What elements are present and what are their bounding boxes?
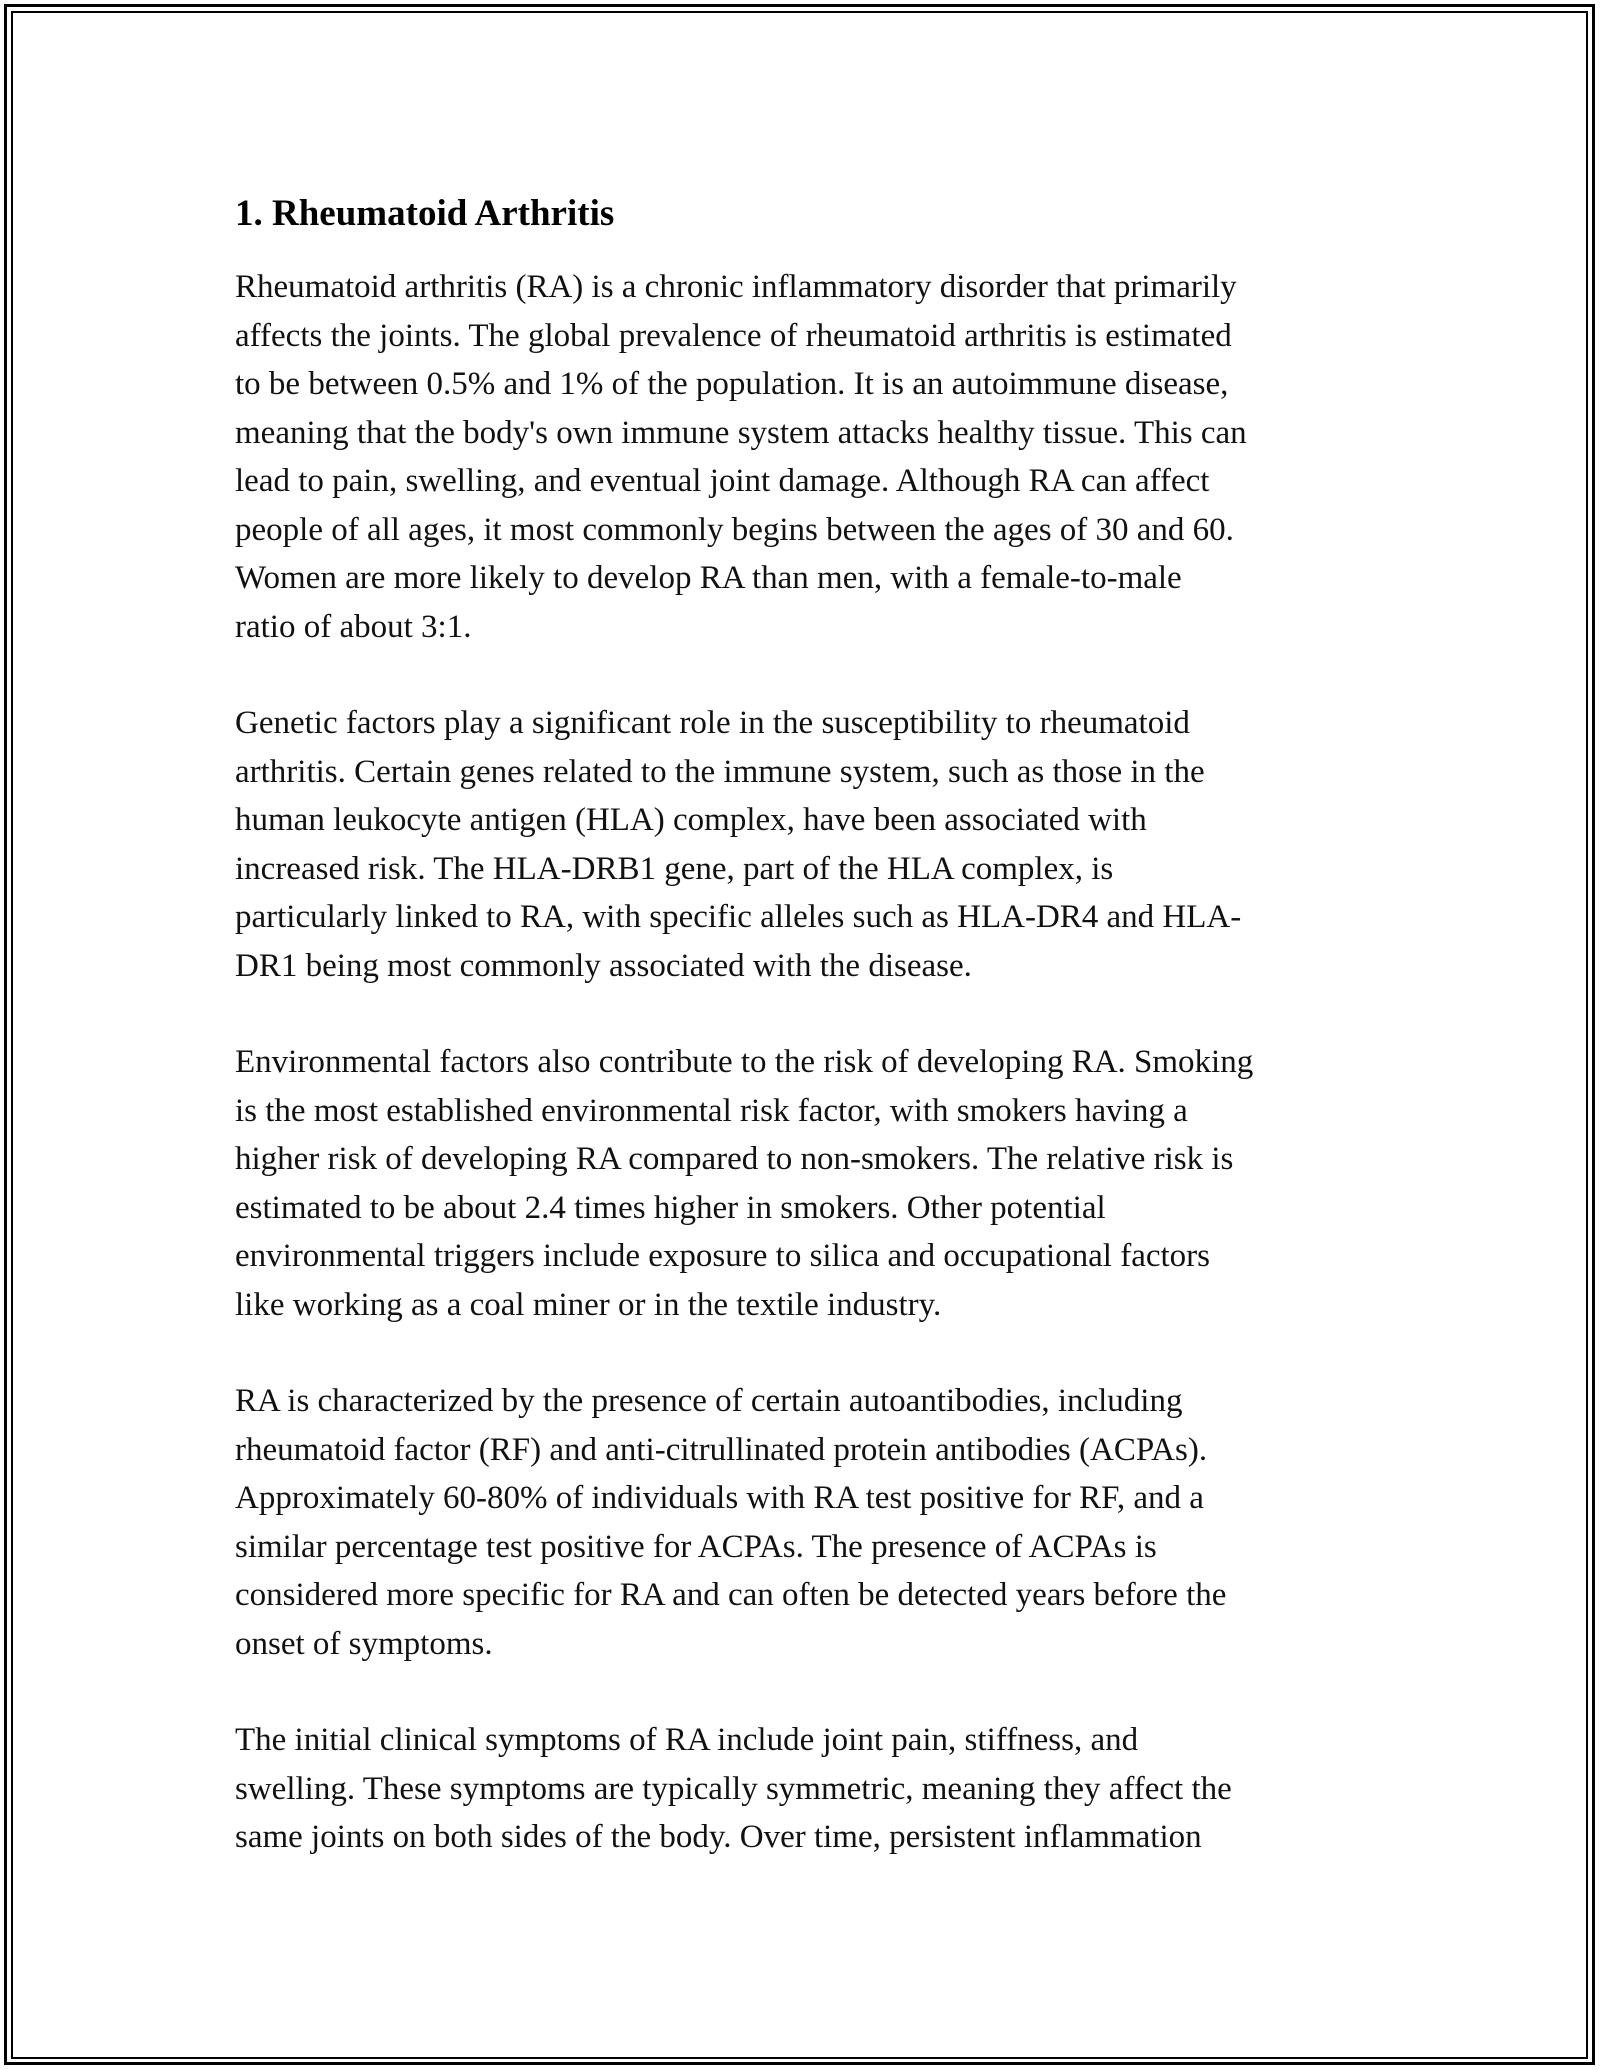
paragraph-overview: Rheumatoid arthritis (RA) is a chronic inflammatory disorder that primarily affects the joints. The global prevalence of rheumatoid arthritis is estimated to be between 0.5% and 1% of the population. It is an autoimmune disease, meaning that the body's own immune system attacks healthy tissue. This can lead to pain, swelling, and eventual joint damage. Although RA can affect people of all ages, it most commonly begins between the ages of 30 and 60. Women are more likely to develop RA than men, with a female-to-male ratio of about 3:1.	[235, 269, 1247, 645]
document-body	[235, 185, 1375, 1862]
paragraph-autoantibodies: RA is characterized by the presence of certain autoantibodies, including rheumatoid factor (RF) and anti-citrullinated protein antibodies (ACPAs). Approximately 60-80% of individuals with RA test positive for RF, and a similar percentage test positive for ACPAs. The presence of ACPAs is considered more specific for RA and can often be detected years before the onset of symptoms.	[235, 1383, 1227, 1662]
paragraph-genetic-factors: Genetic factors play a significant role in the susceptibility to rheumatoid arthritis. Certain genes related to the immune system, such as those in the human leukocyte antigen (HLA) complex, have been associated with increased risk. The HLA-DRB1 gene, part of the HLA complex, is particularly linked to RA, with specific alleles such as HLA-DR4 and HLA- DR1 being most commonly associated with the disease.	[235, 705, 1242, 984]
paragraph-environmental-factors: Environmental factors also contribute to the risk of developing RA. Smoking is the most established environmental risk factor, with smokers having a higher risk of developing RA compared to non-smokers. The relative risk is estimated to be about 2.4 times higher in smokers. Other potential environmental triggers include exposure to silica and occupational factors like working as a coal miner or in the textile industry.	[235, 1044, 1254, 1323]
paragraph-clinical-symptoms: The initial clinical symptoms of RA include joint pain, stiffness, and swelling. These symptoms are typically symmetric, meaning they affect the same joints on both sides of the body. Over time, persistent inflammation	[235, 1722, 1232, 1855]
section-heading: 1. Rheumatoid Arthritis	[235, 193, 615, 234]
